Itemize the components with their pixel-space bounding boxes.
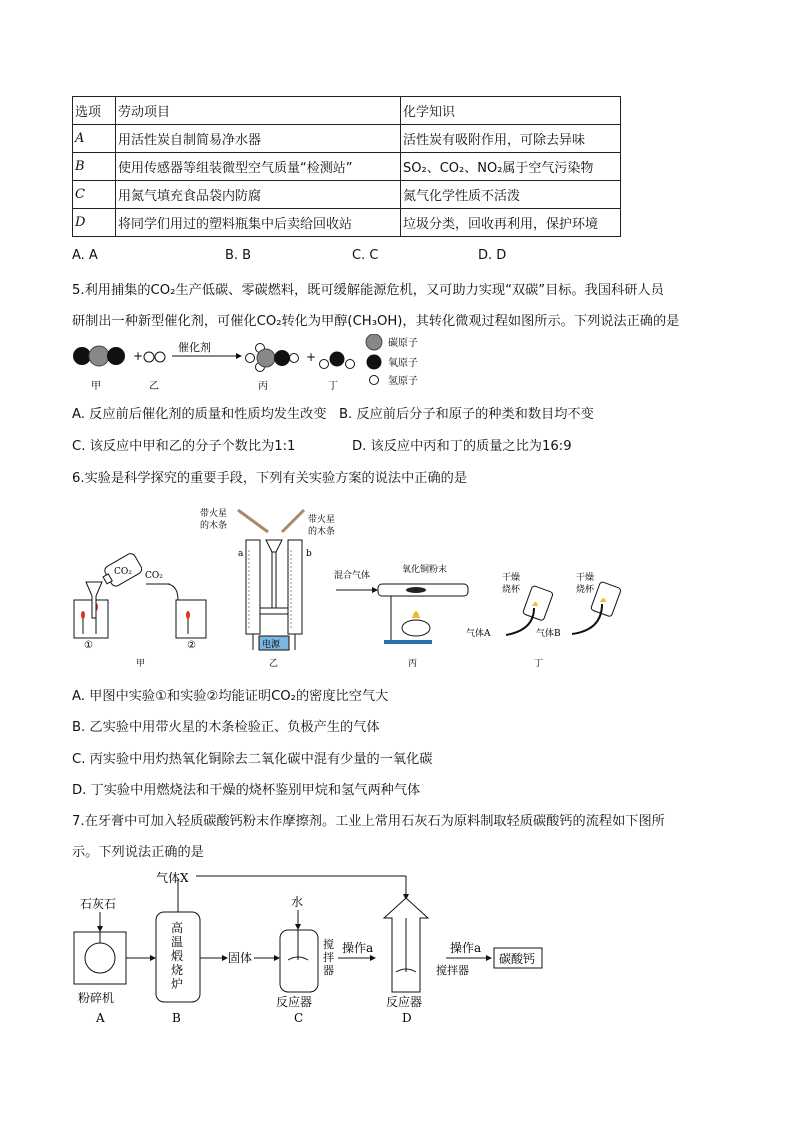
co2-bottle-label: CO₂	[114, 567, 132, 577]
circle-two-label: ②	[187, 640, 196, 651]
jia-apparatus	[74, 552, 206, 669]
flow-label-d: D	[402, 1011, 412, 1025]
oxygen-legend-icon	[367, 355, 382, 370]
q5-stem-line2: 研制出一种新型催化剂，可催化CO₂转化为甲醇(CH₃OH)，其转化微观过程如图所示。下列说法正确的是	[72, 314, 680, 329]
q4-answer-d[interactable]: D. D	[478, 248, 507, 263]
q6-option-c[interactable]: C. 丙实验中用灼热氧化铜除去二氧化碳中混有少量的一氧化碳	[72, 752, 433, 767]
table-header-row	[73, 97, 621, 125]
ding-label: 丁	[534, 659, 544, 669]
power-label: 电源	[262, 640, 281, 650]
catalyst-label: 催化剂	[178, 341, 211, 354]
q5-option-c[interactable]: C. 该反应中甲和乙的分子个数比为1:1	[72, 439, 296, 454]
furnace-char: 煅	[171, 949, 184, 963]
row-option: B	[73, 153, 116, 181]
jia-label: 甲	[136, 659, 146, 669]
plus-sign: +	[306, 350, 317, 364]
gas-a-label: 气体A	[466, 629, 491, 639]
label-bing: 丙	[258, 381, 268, 392]
label-yi: 乙	[149, 381, 159, 392]
stirrer-d-label: 搅拌器	[436, 964, 469, 977]
furnace-char: 炉	[171, 977, 184, 991]
q7-stem-line2: 示。下列说法正确的是	[72, 845, 204, 860]
electrode-b-label: b	[306, 549, 312, 559]
row-option: A	[73, 125, 116, 153]
dry-right-line1: 干燥	[576, 573, 595, 583]
methanol-molecule	[246, 344, 299, 372]
legend-hydrogen: 氢原子	[388, 376, 418, 387]
stirrer-c-char: 拌	[323, 951, 334, 964]
table-row	[73, 153, 621, 181]
q6-option-a[interactable]: A. 甲图中实验①和实验②均能证明CO₂的密度比空气大	[72, 689, 389, 704]
stirrer-c-char: 器	[323, 964, 334, 977]
q7-stem-line1: 7.在牙膏中可加入轻质碳酸钙粉末作摩擦剂。工业上常用石灰石为原料制取轻质碳酸钙的流程如下图所	[72, 814, 665, 829]
plus-sign: +	[133, 349, 144, 363]
row-option: C	[73, 181, 116, 209]
water-label: 水	[291, 895, 304, 909]
carbon-legend-icon	[366, 334, 382, 350]
cuo-label: 氧化铜粉末	[402, 565, 448, 575]
stick-left-line2: 的木条	[200, 521, 228, 531]
row-task: 将同学们用过的塑料瓶集中后卖给回收站	[116, 209, 401, 237]
table-row	[73, 181, 621, 209]
flow-label-a: A	[96, 1011, 105, 1025]
mixed-gas-label: 混合气体	[334, 571, 371, 581]
table-row	[73, 209, 621, 237]
reactor-c-box	[280, 930, 318, 992]
q6-option-b[interactable]: B. 乙实验中用带火星的木条检验正、负极产生的气体	[72, 720, 380, 735]
q4-answer-c[interactable]: C. C	[352, 248, 379, 263]
q6-option-d[interactable]: D. 丁实验中用燃烧法和干燥的烧杯鉴别甲烷和氢气两种气体	[72, 783, 421, 798]
q4-options-table	[72, 96, 621, 237]
row-knowledge: 垃圾分类，回收再利用，保护环境	[401, 209, 621, 237]
row-option: D	[73, 209, 116, 237]
solid-label: 固体	[228, 951, 253, 965]
q7-flow-diagram	[66, 866, 566, 1026]
water-molecule	[320, 352, 355, 369]
crusher-label: 粉碎机	[78, 991, 115, 1005]
q6-stem: 6.实验是科学探究的重要手段，下列有关实验方案的说法中正确的是	[72, 471, 468, 486]
q5-option-b[interactable]: B. 反应前后分子和原子的种类和数目均不变	[339, 407, 594, 422]
gas-x-label: 气体X	[156, 871, 189, 885]
reactor-d-label: 反应器	[386, 995, 423, 1009]
bing-apparatus	[334, 563, 468, 669]
row-knowledge: 氮气化学性质不活泼	[401, 181, 621, 209]
furnace-char: 温	[171, 935, 184, 949]
circle-one-label: ①	[84, 640, 93, 651]
q5-option-a[interactable]: A. 反应前后催化剂的质量和性质均发生改变	[72, 407, 327, 422]
q5-stem-line1: 5.利用捕集的CO₂生产低碳、零碳燃料，既可缓解能源危机，又可助力实现“双碳”目标。我国科研人员	[72, 283, 664, 298]
legend-carbon: 碳原子	[388, 338, 418, 349]
flow-label-c: C	[294, 1011, 304, 1025]
row-task: 用氮气填充食品袋内防腐	[116, 181, 401, 209]
op-a-label-1: 操作a	[342, 941, 374, 955]
reactor-c-label: 反应器	[276, 995, 313, 1009]
q6-experiment-figure	[66, 500, 646, 672]
flow-label-b: B	[172, 1011, 181, 1025]
table-row	[73, 125, 621, 153]
hydrogen-legend-icon	[370, 376, 379, 385]
row-task: 使用传感器等组装微型空气质量“检测站”	[116, 153, 401, 181]
h2-molecule	[144, 352, 165, 362]
limestone-label: 石灰石	[80, 897, 117, 911]
label-ding: 丁	[328, 381, 338, 392]
stick-right-line1: 带火星	[308, 515, 336, 525]
yi-apparatus	[200, 507, 335, 669]
dry-left-line1: 干燥	[502, 573, 521, 583]
dry-right-line2: 烧杯	[576, 585, 595, 595]
row-knowledge: SO₂、CO₂、NO₂属于空气污染物	[401, 153, 621, 181]
electrode-a-label: a	[238, 549, 244, 559]
stick-right-line2: 的木条	[308, 527, 336, 537]
ding-apparatus	[466, 571, 621, 669]
row-task: 用活性炭自制简易净水器	[116, 125, 401, 153]
furnace-char: 高	[171, 921, 184, 935]
yi-label: 乙	[269, 659, 279, 669]
row-knowledge: 活性炭有吸附作用，可除去异味	[401, 125, 621, 153]
legend-oxygen: 氧原子	[388, 358, 418, 369]
label-jia: 甲	[91, 381, 101, 392]
q4-answer-b[interactable]: B. B	[225, 248, 252, 263]
furnace-char: 烧	[171, 963, 184, 977]
stirrer-c-char: 搅	[323, 938, 334, 951]
header-option: 选项	[73, 97, 116, 125]
header-task: 劳动项目	[116, 97, 401, 125]
header-knowledge: 化学知识	[401, 97, 621, 125]
stick-left-line1: 带火星	[200, 509, 228, 519]
co2-molecule	[73, 346, 125, 366]
q4-answer-a[interactable]: A. A	[72, 248, 98, 263]
bing-label: 丙	[408, 659, 418, 669]
dry-left-line2: 烧杯	[502, 585, 521, 595]
op-a-label-2: 操作a	[450, 941, 482, 955]
product-label: 碳酸钙	[499, 952, 536, 966]
q5-reaction-figure	[66, 334, 466, 396]
gas-b-label: 气体B	[536, 629, 561, 639]
q5-option-d[interactable]: D. 该反应中丙和丁的质量之比为16:9	[352, 439, 572, 454]
co2-arrow-label: CO₂	[145, 571, 163, 581]
